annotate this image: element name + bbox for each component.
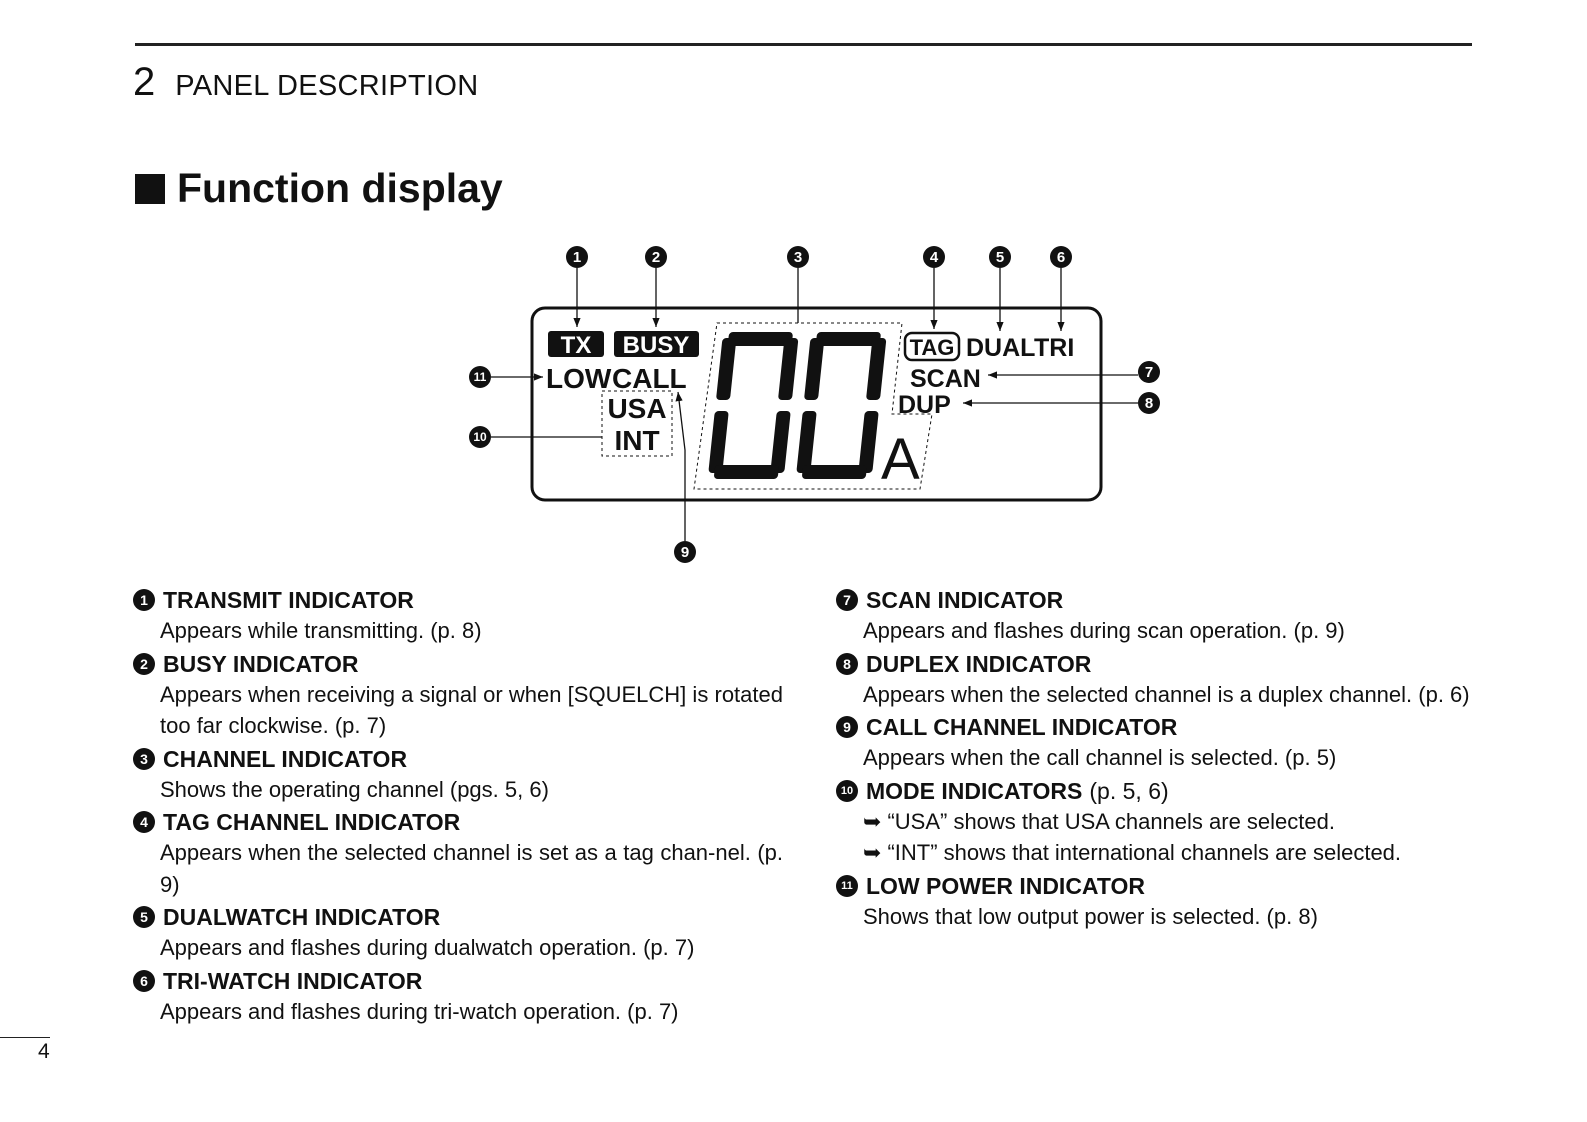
- seven-segment-digits: [708, 332, 887, 479]
- callout-3: 3: [793, 249, 803, 266]
- indicator-description: Appears and flashes during dualwatch operation. (p. 7): [160, 935, 695, 960]
- lcd-call: CALL: [612, 363, 687, 394]
- indicator-title: MODE INDICATORS: [866, 777, 1083, 804]
- indicator-title: CALL CHANNEL INDICATOR: [866, 714, 1178, 740]
- indicator-item: [133, 744, 783, 806]
- indicator-item: [836, 871, 1486, 933]
- page-title: Function display: [177, 165, 503, 211]
- indicator-title: TRANSMIT INDICATOR: [163, 587, 414, 613]
- callout-10: 10: [473, 430, 487, 444]
- indicator-item: [133, 902, 783, 964]
- indicator-item: [836, 712, 1486, 774]
- indicator-title: TRI-WATCH INDICATOR: [163, 967, 423, 994]
- indicator-page-ref: (p. 5, 6): [1089, 777, 1169, 804]
- indicator-list-left: [133, 585, 783, 1029]
- lcd-int: INT: [614, 425, 660, 456]
- lcd-tri: TRI: [1034, 334, 1075, 362]
- indicator-item: [836, 649, 1486, 711]
- lcd-dup: DUP: [898, 391, 951, 419]
- indicator-description: Appears and flashes during scan operation. (p. 9): [863, 618, 1345, 643]
- number-badge: 2: [133, 653, 155, 675]
- indicator-description: Appears while transmitting. (p. 8): [160, 618, 482, 643]
- indicator-title: CHANNEL INDICATOR: [163, 745, 408, 772]
- section-number: 2: [133, 60, 156, 104]
- arrow-bullet-icon: ➥: [863, 808, 882, 834]
- number-badge: 4: [133, 811, 155, 833]
- callout-1: 1: [572, 249, 582, 266]
- callout-4: 4: [929, 249, 939, 266]
- indicator-title: TAG CHANNEL INDICATOR: [163, 809, 461, 835]
- lcd-usa: USA: [607, 393, 667, 424]
- number-badge: 7: [836, 589, 858, 611]
- number-badge: 6: [133, 970, 155, 992]
- page-number: 4: [38, 1040, 50, 1063]
- lcd-channel-suffix: A: [881, 427, 920, 492]
- bullet-text: “INT” shows that international channels are selected.: [887, 840, 1402, 865]
- callout-7: 7: [1144, 364, 1154, 381]
- mode-bullet-usa: [863, 806, 1486, 838]
- indicator-title: SCAN INDICATOR: [866, 587, 1064, 613]
- callout-9: 9: [680, 544, 690, 561]
- leader-line-9: [678, 392, 685, 541]
- callout-8: 8: [1144, 395, 1154, 412]
- lcd-tag: TAG: [909, 335, 955, 360]
- lcd-busy: BUSY: [622, 332, 690, 359]
- indicator-title: DUPLEX INDICATOR: [866, 650, 1092, 677]
- indicator-title: LOW POWER INDICATOR: [866, 872, 1145, 899]
- indicator-item: [133, 585, 783, 647]
- number-badge: 8: [836, 653, 858, 675]
- indicator-description: Appears when receiving a signal or when [SQUELCH] is rotated too far clockwise. (p. 7): [160, 681, 783, 738]
- indicator-description: Appears when the selected channel is set as a tag chan-nel. (p. 9): [160, 840, 783, 897]
- indicator-description: Appears when the selected channel is a duplex channel. (p. 6): [863, 681, 1470, 707]
- number-badge: 5: [133, 906, 155, 928]
- number-badge: 9: [836, 716, 858, 738]
- lcd-dual: DUAL: [966, 334, 1036, 362]
- section-title: PANEL DESCRIPTION: [175, 70, 479, 102]
- indicator-item: [133, 807, 783, 900]
- number-badge: 10: [836, 780, 858, 802]
- mode-bullet-int: [863, 837, 1486, 869]
- indicator-title: BUSY INDICATOR: [163, 650, 359, 677]
- number-badge: 3: [133, 748, 155, 770]
- callout-11: 11: [473, 370, 487, 384]
- number-badge: 1: [133, 589, 155, 611]
- indicator-description: Shows the operating channel (pgs. 5, 6): [160, 776, 549, 802]
- lcd-scan: SCAN: [910, 365, 981, 393]
- lcd-low: LOW: [546, 363, 612, 394]
- indicator-item: [836, 585, 1486, 647]
- callout-2: 2: [651, 249, 661, 266]
- bullet-text: “USA” shows that USA channels are selected.: [887, 808, 1335, 834]
- indicator-list-right: [836, 585, 1486, 934]
- indicator-item: [133, 649, 783, 742]
- indicator-item: [133, 966, 783, 1028]
- indicator-description: Appears when the call channel is selected. (p. 5): [863, 745, 1337, 770]
- indicator-item: [836, 776, 1486, 869]
- indicator-title: DUALWATCH INDICATOR: [163, 904, 441, 930]
- arrow-bullet-icon: ➥: [863, 840, 882, 865]
- lcd-tx: TX: [560, 332, 592, 359]
- indicator-description: Shows that low output power is selected. (p. 8): [863, 903, 1318, 929]
- callout-6: 6: [1056, 249, 1066, 266]
- indicator-description: Appears and flashes during tri-watch operation. (p. 7): [160, 998, 679, 1024]
- number-badge: 11: [836, 875, 858, 897]
- callout-5: 5: [995, 249, 1005, 266]
- footer-rule: [0, 1037, 50, 1038]
